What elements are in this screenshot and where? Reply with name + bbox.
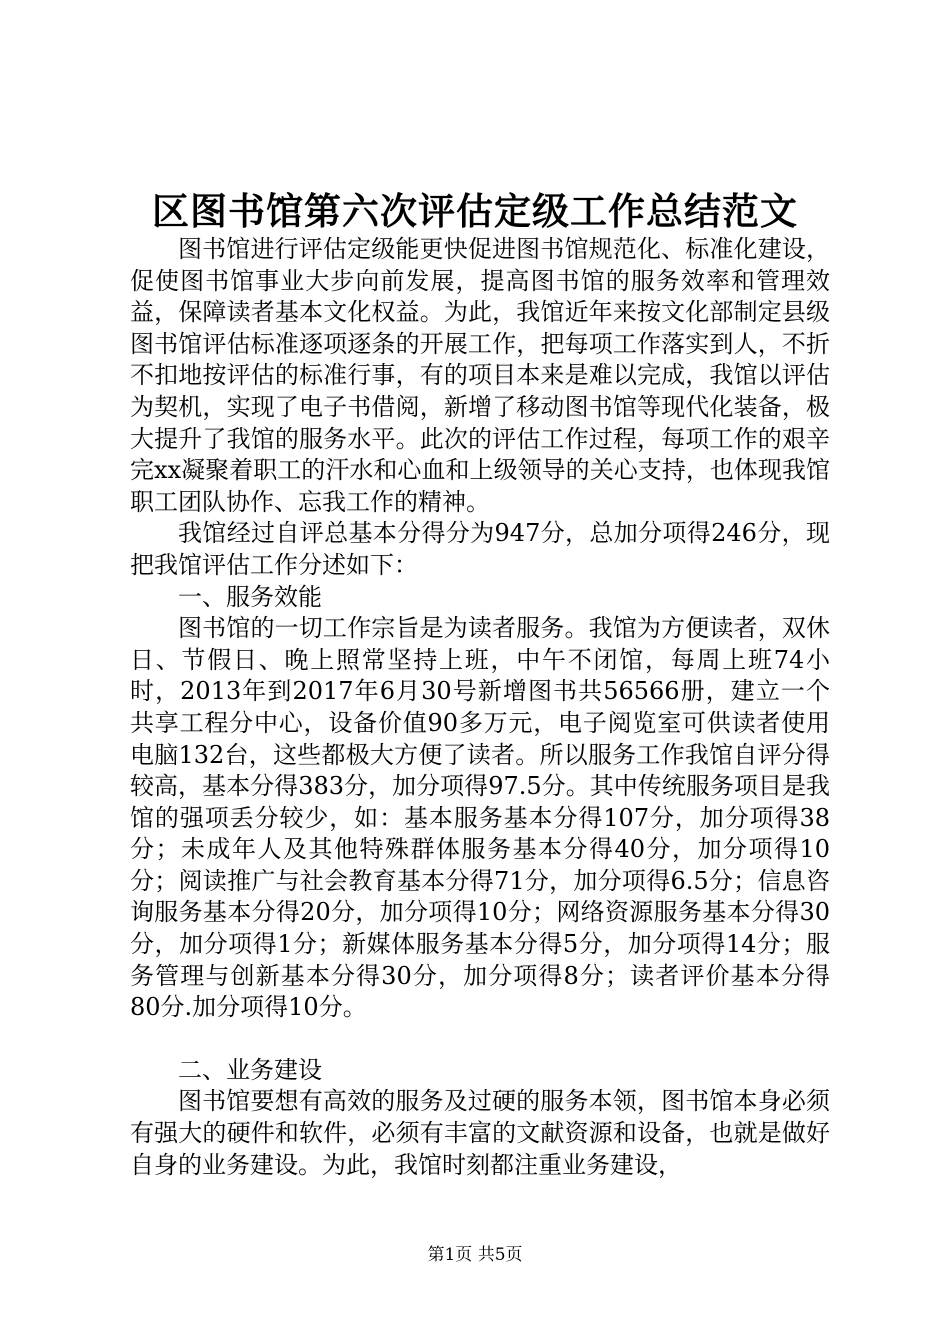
section-heading-business: 二、业务建设 xyxy=(178,1055,322,1084)
paragraph-service: 图书馆的一切工作宗旨是为读者服务。我馆为方便读者，双休日、节假日、晚上照常坚持上班，中午不闭馆，每周上班74小时，2013年到2017年6月30号新增图书共56566册，建立一个共享工程分中心，设备价值90多万元，电子阅览室可供读者使用电脑132台，这些都极大方便了读者。所以服务工作我馆自评分得较高，基本分得383分，加分项得97.5分。其中传统服务项目是我馆的强项丢分较少，如：基本服务基本分得107分，加分项得38分；未成年人及其他特殊群体服务基本分得40分，加分项得10分；阅读推广与社会教育基本分得71分，加分项得6.5分；信息咨询服务基本分得20分，加分项得10分；网络资源服务基本分得30分，加分项得1分；新媒体服务基本分得5分，加分项得14分；服务管理与创新基本分得30分，加分项得8分；读者评价基本分得80分.加分项得10分。 xyxy=(130,614,830,1022)
document-title: 区图书馆第六次评估定级工作总结范文 xyxy=(152,189,798,233)
paragraph-intro: 图书馆进行评估定级能更快促进图书馆规范化、标准化建设，促使图书馆事业大步向前发展，提高图书馆的服务效率和管理效益，保障读者基本文化权益。为此，我馆近年来按文化部制定县级图书馆评估标准逐项逐条的开展工作，把每项工作落实到人，不折不扣地按评估的标准行事，有的项目本来是难以完成，我馆以评估为契机，实现了电子书借阅，新增了移动图书馆等现代化装备，极大提升了我馆的服务水平。此次的评估工作过程，每项工作的艰辛完xx凝聚着职工的汗水和心血和上级领导的关心支持，也体现我馆职工团队协作、忘我工作的精神。 xyxy=(130,235,830,516)
document-body xyxy=(130,234,830,1181)
paragraph-gap xyxy=(130,1024,830,1055)
page-footer: 第1页 共5页 xyxy=(427,1245,523,1265)
paragraph-score-summary: 我馆经过自评总基本分得分为947分，总加分项得246分，现把我馆评估工作分述如下： xyxy=(130,519,830,579)
section-heading-service: 一、服务效能 xyxy=(178,582,322,611)
paragraph-business: 图书馆要想有高效的服务及过硬的服务本领，图书馆本身必须有强大的硬件和软件，必须有丰富的文献资源和设备，也就是做好自身的业务建设。为此，我馆时刻都注重业务建设， xyxy=(130,1087,830,1179)
